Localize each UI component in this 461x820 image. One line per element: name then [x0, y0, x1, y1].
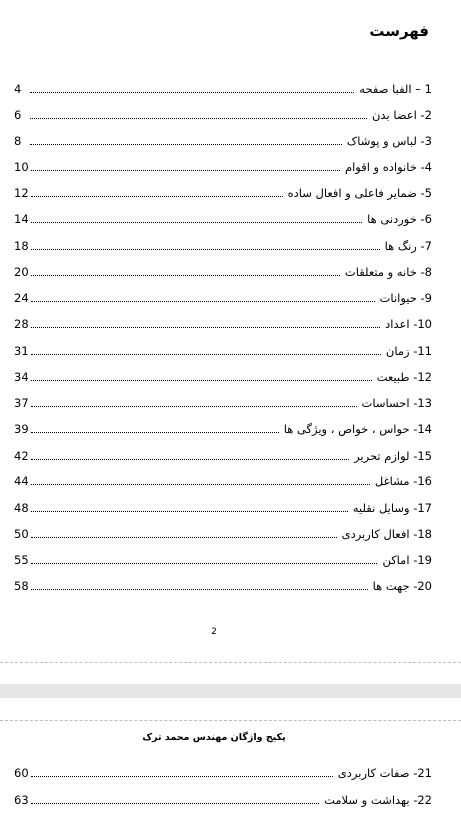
toc-entry[interactable] [14, 551, 432, 567]
toc-entry-page: 24 [14, 291, 29, 305]
toc-entry-label: 1 – الفبا صفحه [359, 82, 432, 96]
page-number: 2 [211, 627, 217, 637]
toc-leader-dots [31, 563, 378, 564]
toc-entry[interactable] [14, 237, 432, 253]
toc-leader-dots [31, 406, 357, 407]
toc-entry-label: 6- خوردنی ها [367, 212, 432, 226]
toc-entry-label: 9- حیوانات [379, 291, 432, 305]
toc-leader-dots [31, 354, 381, 355]
toc-entry-page: 8 [14, 134, 22, 148]
toc-entry[interactable] [14, 447, 432, 463]
toc-entry-label: 15- لوازم تحریر [354, 449, 432, 463]
toc-leader-dots [31, 484, 370, 485]
toc-entry-page: 50 [14, 527, 29, 541]
toc-leader-dots [31, 380, 372, 381]
toc-leader-dots [31, 249, 380, 250]
toc-leader-dots [31, 589, 368, 590]
toc-entry-label: 4- خانواده و اقوام [344, 160, 432, 174]
toc-entry-label: 13- احساسات [361, 396, 432, 410]
toc-entry[interactable] [14, 210, 432, 226]
toc-entry[interactable] [14, 499, 432, 515]
toc-entry-page: 44 [14, 474, 29, 488]
toc-entry[interactable] [14, 394, 432, 410]
toc-entry-label: 8- خانه و متعلقات [344, 265, 432, 279]
toc-leader-dots [31, 170, 340, 171]
toc-entry[interactable] [14, 368, 432, 384]
toc-entry[interactable] [14, 525, 432, 541]
toc-entry[interactable] [14, 764, 432, 780]
toc-leader-dots [31, 537, 337, 538]
page-edge-line [0, 662, 461, 663]
toc-entry-page: 4 [14, 82, 22, 96]
toc-entry-page: 6 [14, 108, 22, 122]
toc-entry-page: 14 [14, 212, 29, 226]
toc-entry-label: 12- طبیعت [376, 370, 432, 384]
toc-entry-label: 14- حواس ، خواص ، ویژگی ها [283, 422, 432, 436]
toc-leader-dots [30, 92, 354, 93]
toc-leader-dots [30, 118, 367, 119]
toc-entry[interactable] [14, 342, 432, 358]
toc-leader-dots [31, 327, 381, 328]
page-separator [0, 662, 461, 722]
toc-entry[interactable] [14, 158, 432, 174]
toc-entry-page: 10 [14, 160, 29, 174]
toc-leader-dots [31, 222, 362, 223]
toc-leader-dots [31, 459, 349, 460]
toc-entry-label: 22- بهداشت و سلامت [324, 793, 432, 807]
toc-entry-label: 20- جهت ها [372, 579, 432, 593]
toc-entry-label: 16- مشاغل [374, 474, 432, 488]
toc-leader-dots [31, 196, 283, 197]
running-header: پکیج واژگان مهندس محمد ترک [142, 732, 286, 743]
toc-leader-dots [31, 803, 319, 804]
toc-entry-label: 10- اعداد [385, 317, 432, 331]
toc-leader-dots [31, 432, 279, 433]
toc-entry-page: 39 [14, 422, 29, 436]
document-page-bottom [0, 722, 461, 820]
toc-entry[interactable] [14, 472, 432, 488]
toc-leader-dots [31, 275, 340, 276]
toc-entry[interactable] [14, 315, 432, 331]
toc-entry-label: 3- لباس و پوشاک [346, 134, 432, 148]
toc-entry-label: 5- ضمایر فاعلی و افعال ساده [287, 186, 432, 200]
toc-entry[interactable] [14, 184, 432, 200]
toc-leader-dots [31, 511, 348, 512]
page-gap-band [0, 684, 461, 698]
toc-leader-dots [31, 776, 333, 777]
toc-entry-label: 11- زمان [385, 344, 432, 358]
toc-entry-page: 55 [14, 553, 29, 567]
toc-entry-page: 60 [14, 766, 29, 780]
toc-entry-label: 19- اماکن [382, 553, 432, 567]
toc-entry[interactable] [14, 289, 432, 305]
page-edge-line [0, 720, 461, 721]
toc-entry-page: 58 [14, 579, 29, 593]
toc-entry[interactable] [14, 577, 432, 593]
toc-entry-page: 37 [14, 396, 29, 410]
toc-entry-label: 7- رنگ ها [384, 239, 432, 253]
toc-entry[interactable] [14, 791, 432, 807]
toc-entry-page: 18 [14, 239, 29, 253]
toc-entry[interactable] [14, 132, 432, 148]
toc-entry[interactable] [14, 420, 432, 436]
toc-title: فهرست [369, 22, 429, 40]
toc-entry[interactable] [14, 106, 432, 122]
toc-entry-page: 42 [14, 449, 29, 463]
toc-entry-label: 17- وسایل نقلیه [352, 501, 432, 515]
toc-entry-page: 20 [14, 265, 29, 279]
toc-entry-page: 48 [14, 501, 29, 515]
toc-entry-label: 2- اعضا بدن [371, 108, 432, 122]
toc-entry-label: 21- صفات کاربردی [337, 766, 432, 780]
toc-entry[interactable] [14, 80, 432, 96]
toc-entry-label: 18- افعال کاربردی [341, 527, 432, 541]
toc-leader-dots [30, 144, 342, 145]
toc-entry-page: 34 [14, 370, 29, 384]
toc-entry-page: 31 [14, 344, 29, 358]
toc-entry[interactable] [14, 263, 432, 279]
toc-entry-page: 63 [14, 793, 29, 807]
toc-leader-dots [31, 301, 375, 302]
toc-entry-page: 12 [14, 186, 29, 200]
toc-entry-page: 28 [14, 317, 29, 331]
